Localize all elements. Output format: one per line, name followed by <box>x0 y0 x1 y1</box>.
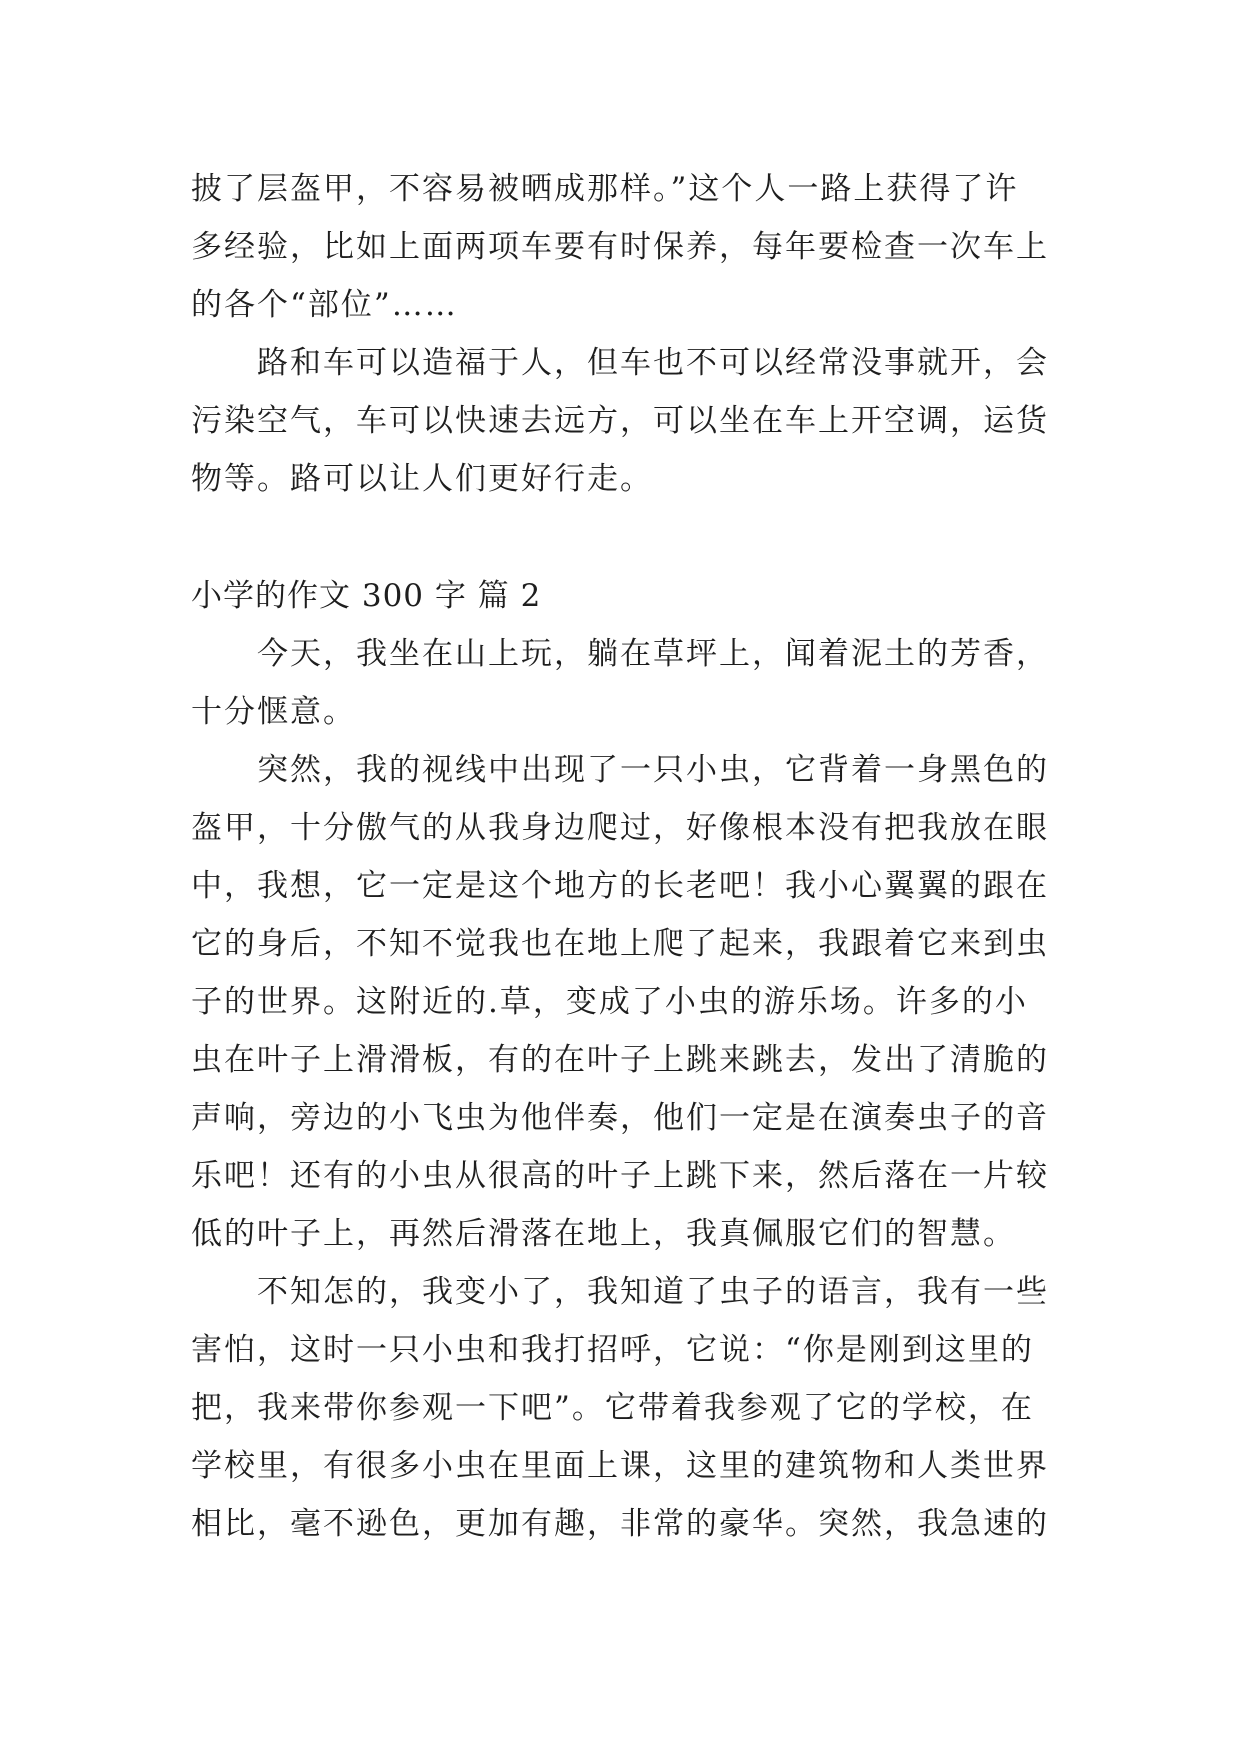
paragraph-line: 物等。路可以让人们更好行走。 <box>191 461 653 497</box>
paragraph-line: 披了层盔甲，不容易被晒成那样。”这个人一路上获得了许 <box>191 171 1019 207</box>
paragraph-line: 相比，毫不逊色，更加有趣，非常的豪华。突然，我急速的 <box>191 1506 1049 1542</box>
paragraph-line: 今天，我坐在山上玩，躺在草坪上，闻着泥土的芳香， <box>257 636 1049 672</box>
paragraph-line: 乐吧！还有的小虫从很高的叶子上跳下来，然后落在一片较 <box>191 1158 1049 1194</box>
paragraph-line: 中，我想，它一定是这个地方的长老吧！我小心翼翼的跟在 <box>191 868 1049 904</box>
paragraph-line: 污染空气，车可以快速去远方，可以坐在车上开空调，运货 <box>191 403 1049 439</box>
paragraph-line: 把，我来带你参观一下吧”。它带着我参观了它的学校，在 <box>191 1390 1034 1426</box>
paragraph-line: 低的叶子上，再然后滑落在地上，我真佩服它们的智慧。 <box>191 1216 1016 1252</box>
paragraph-line: 盔甲，十分傲气的从我身边爬过，好像根本没有把我放在眼 <box>191 810 1049 846</box>
paragraph-line: 路和车可以造福于人，但车也不可以经常没事就开，会 <box>257 345 1049 381</box>
paragraph-line: 突然，我的视线中出现了一只小虫，它背着一身黑色的 <box>257 752 1049 788</box>
paragraph-line: 学校里，有很多小虫在里面上课，这里的建筑物和人类世界 <box>191 1448 1049 1484</box>
paragraph-line: 它的身后，不知不觉我也在地上爬了起来，我跟着它来到虫 <box>191 926 1049 962</box>
paragraph-line: 多经验，比如上面两项车要有时保养，每年要检查一次车上 <box>191 229 1049 265</box>
paragraph-line: 子的世界。这附近的.草，变成了小虫的游乐场。许多的小 <box>191 984 1028 1020</box>
paragraph-line: 不知怎的，我变小了，我知道了虫子的语言，我有一些 <box>257 1274 1049 1310</box>
paragraph-line: 害怕，这时一只小虫和我打招呼，它说：“你是刚到这里的 <box>191 1332 1034 1368</box>
paragraph-line: 的各个“部位”…… <box>191 287 458 323</box>
paragraph-line: 虫在叶子上滑滑板，有的在叶子上跳来跳去，发出了清脆的 <box>191 1042 1049 1078</box>
section-heading: 小学的作文 300 字 篇 2 <box>191 578 542 614</box>
paragraph-line: 十分惬意。 <box>191 694 356 730</box>
paragraph-line: 声响，旁边的小飞虫为他伴奏，他们一定是在演奏虫子的音 <box>191 1100 1049 1136</box>
